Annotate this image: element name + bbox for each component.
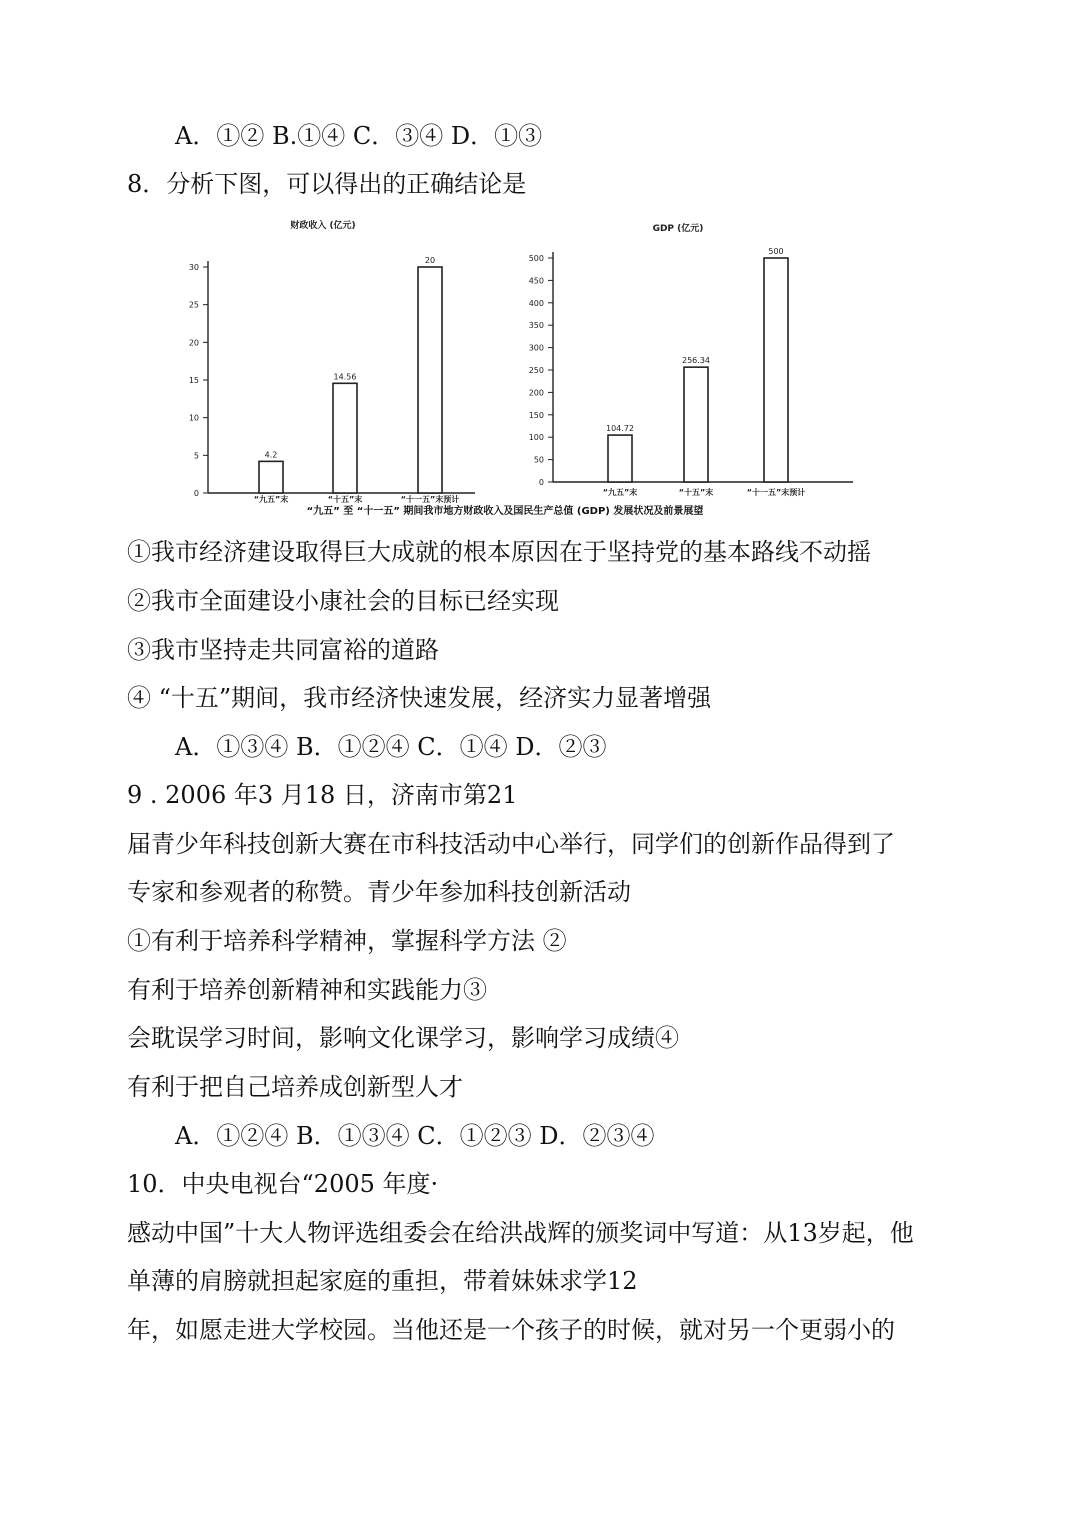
chart-caption: “九五” 至 “十一五” 期间我市地方财政收入及国民生产总值 (GDP) 发展状况及前景展望: [306, 506, 704, 517]
chart-2-y-tick-label: 200: [528, 388, 544, 398]
chart-2-y-tick-label: 400: [528, 298, 544, 308]
chart-2-y-tick-label: 50: [533, 455, 544, 465]
chart-1-category-label: “十一五”末预计: [400, 495, 460, 504]
q9-stem-line-1: 9 . 2006 年3 月18 日，济南市第21: [127, 781, 518, 809]
chart-1-y-tick-label: 10: [188, 413, 199, 423]
q9-statement-line-4: 有利于把自己培养成创新型人才: [127, 1073, 463, 1101]
q9-statement-line-3: 会耽误学习时间，影响文化课学习，影响学习成绩④: [127, 1024, 679, 1052]
q9-options: A．①②④ B．①③④ C．①②③ D．②③④: [175, 1122, 655, 1150]
chart-2-category-label: “九五”末: [602, 488, 638, 497]
chart-1-y-tick-label: 15: [188, 376, 199, 385]
chart-2-data-label: 256.34: [682, 356, 710, 366]
q10-stem-line-4: 年，如愿走进大学校园。当他还是一个孩子的时候，就对另一个更弱小的: [127, 1316, 895, 1344]
q10-stem-line-3: 单薄的肩膀就担起家庭的重担，带着妹妹求学12: [127, 1267, 638, 1295]
chart-2-data-label: 104.72: [606, 424, 634, 434]
chart-2-bar: [764, 258, 788, 482]
q8-statement-1: ①我市经济建设取得巨大成就的根本原因在于坚持党的基本路线不动摇: [127, 538, 871, 566]
chart-1-y-tick-label: 30: [188, 263, 199, 272]
q10-stem-line-1: 10．中央电视台“2005 年度·: [127, 1170, 439, 1198]
q8-options: A．①③④ B．①②④ C．①④ D．②③: [175, 733, 607, 761]
chart-1-bar: [259, 461, 283, 493]
chart-1-category-label: “十五”末: [327, 495, 363, 504]
chart-2-category-label: “十一五”末预计: [746, 488, 806, 497]
chart-1-title: 财政收入 (亿元): [290, 221, 356, 231]
chart-2-bar: [684, 367, 708, 482]
chart-2-y-tick-label: 100: [528, 433, 544, 443]
q9-statement-line-2: 有利于培养创新精神和实践能力③: [127, 976, 487, 1004]
q8-statement-4: ④ “十五”期间，我市经济快速发展，经济实力显著增强: [127, 684, 712, 712]
chart-2-title: GDP (亿元): [652, 224, 704, 234]
q8-chart: [175, 210, 865, 525]
chart-2-y-tick-label: 150: [528, 410, 544, 420]
chart-1-data-label: 14.56: [333, 372, 357, 382]
chart-2-bar: [608, 435, 632, 482]
chart-1-y-tick-label: 20: [188, 338, 199, 348]
q8-figure: [175, 210, 865, 525]
chart-1-data-label: 20: [424, 256, 436, 265]
chart-1-y-tick-label: 0: [193, 489, 199, 498]
chart-2-y-tick-label: 450: [528, 276, 544, 286]
chart-2-y-tick-label: 300: [528, 343, 544, 353]
q9-statement-line-1: ①有利于培养科学精神，掌握科学方法 ②: [127, 927, 567, 955]
q8-stem: 8．分析下图，可以得出的正确结论是: [127, 170, 527, 198]
q8-statement-2: ②我市全面建设小康社会的目标已经实现: [127, 587, 559, 615]
chart-2-y-tick-label: 500: [528, 254, 544, 263]
q7-options: A．①② B.①④ C．③④ D．①③: [175, 122, 543, 150]
chart-1-y-tick-label: 5: [193, 451, 199, 461]
chart-2-y-tick-label: 250: [528, 366, 544, 375]
chart-2-data-label: 500: [768, 247, 784, 256]
chart-1-category-label: “九五”末: [253, 495, 289, 504]
q8-statement-3: ③我市坚持走共同富裕的道路: [127, 636, 439, 664]
chart-1-data-label: 4.2: [264, 450, 278, 460]
chart-1-bar: [418, 267, 442, 493]
chart-1-bar: [333, 383, 357, 493]
chart-1-y-tick-label: 25: [188, 300, 199, 310]
chart-2-y-tick-label: 0: [538, 478, 544, 487]
chart-2-category-label: “十五”末: [678, 488, 714, 497]
q10-stem-line-2: 感动中国”十大人物评选组委会在给洪战辉的颁奖词中写道：从13岁起，他: [127, 1219, 914, 1247]
q9-stem-line-3: 专家和参观者的称赞。青少年参加科技创新活动: [127, 878, 631, 906]
q9-stem-line-2: 届青少年科技创新大赛在市科技活动中心举行，同学们的创新作品得到了: [127, 830, 895, 858]
chart-2-y-tick-label: 350: [528, 321, 544, 331]
